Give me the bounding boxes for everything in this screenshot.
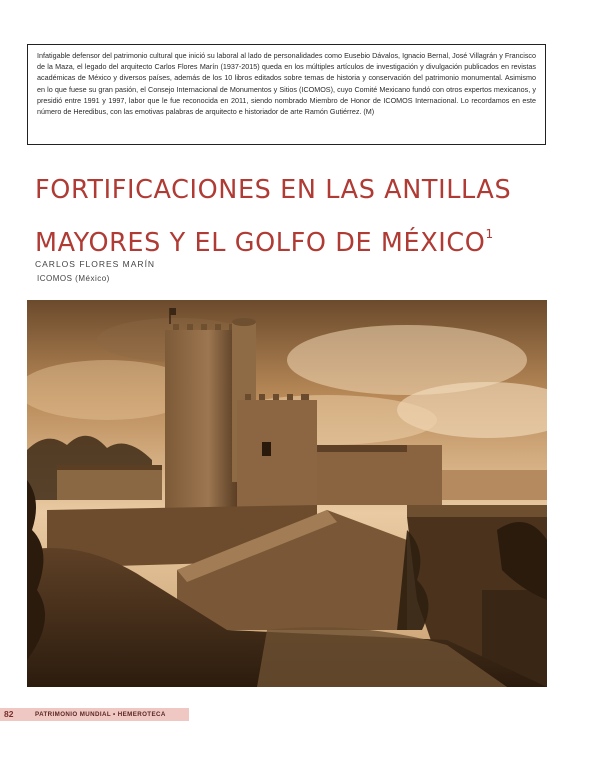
intro-text: Infatigable defensor del patrimonio cultural que inició su laboral al lado de personalidades como Eusebio Dávalos, Ignacio Bernal, José Villagrán y Francisco de la Maza, el legado del arquitecto Carlos Flores Marín (1937-2015) queda en los múltiples artículos de investigación y divulgación publicados en revistas académicas de México y diversos países, además de los 10 libros editados sobre temas de historia y conservación del patrimonio monumental. Asimismo en lo que fuese su gran pasión, el Consejo Internacional de Monumentos y Sitios (ICOMOS), cuyo Comité Mexicano fundó con otros expertos mexicanos, y presidió entre 1991 y 1997, labor que le fue reconocida en 2011, siendo nombrado Miembro de Honor de ICOMOS Internacional. Lo recordamos en este número de Heredibus, con las emotivas palabras de arquitecto e historiador de arte Ramón Gutiérrez. (M): [37, 51, 536, 117]
title-line-1: FORTIFICACIONES EN LAS ANTILLAS: [35, 175, 512, 205]
intro-box: [27, 44, 546, 145]
title-line-2: MAYORES Y EL GOLFO DE MÉXICO: [35, 228, 486, 258]
title-footnote-marker: 1: [485, 227, 494, 241]
footer-label: PATRIMONIO MUNDIAL • HEMEROTECA: [35, 711, 166, 718]
author-affiliation: ICOMOS (México): [37, 274, 110, 283]
article-title: [35, 168, 555, 265]
author-name: CARLOS FLORES MARÍN: [35, 259, 156, 269]
page-number: 82: [4, 709, 14, 719]
fortress-photo: [27, 300, 547, 687]
